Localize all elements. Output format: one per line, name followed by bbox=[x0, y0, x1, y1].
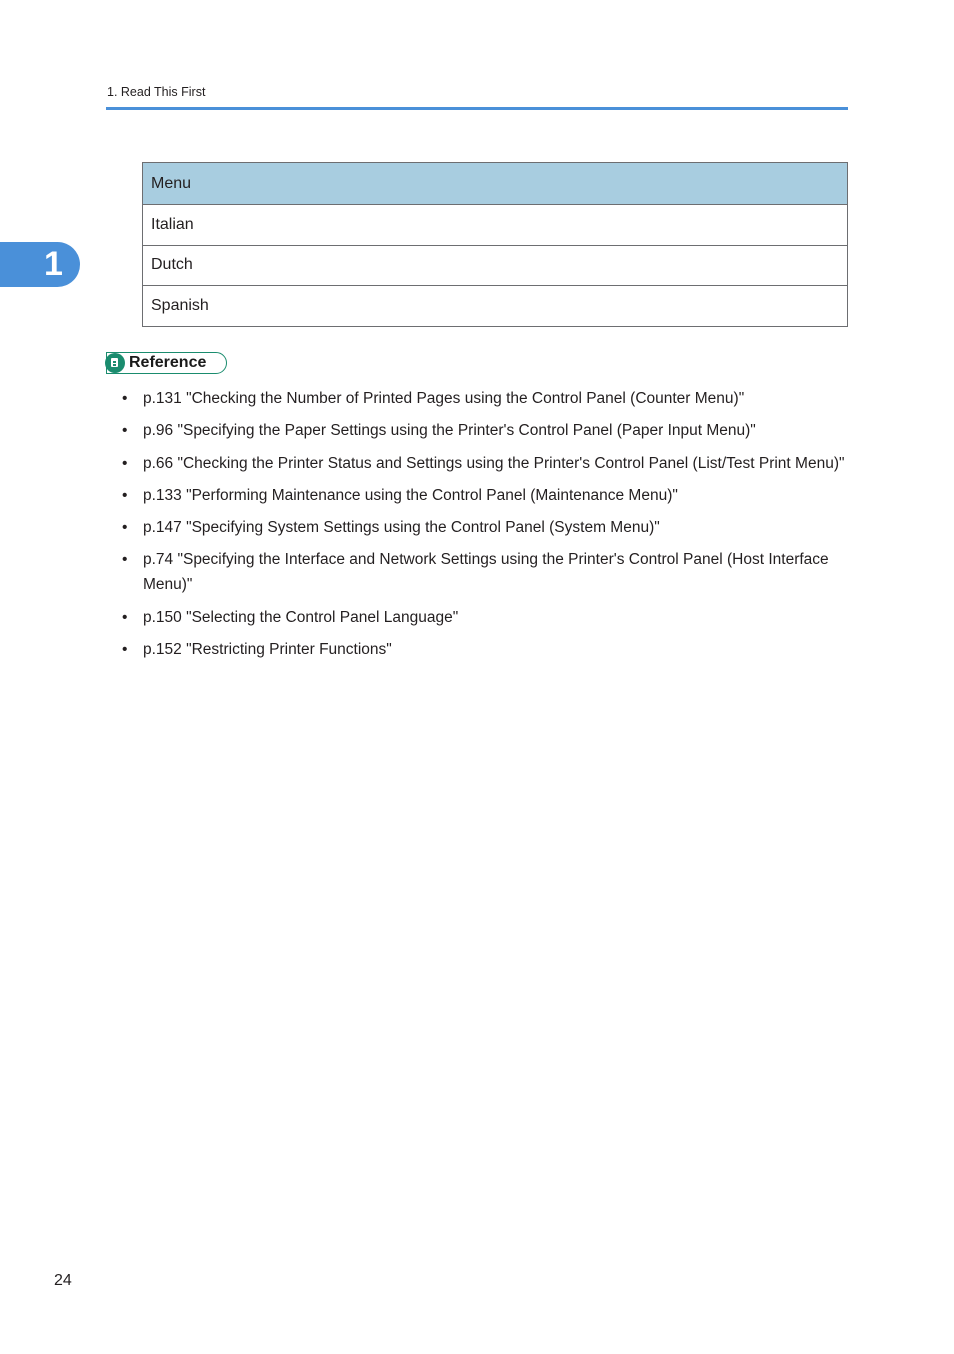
reference-link[interactable]: • p.152 "Restricting Printer Functions" bbox=[120, 637, 848, 662]
reference-link[interactable]: • p.66 "Checking the Printer Status and Settings using the Printer's Control Panel (List/Test Print Menu)" bbox=[120, 451, 848, 476]
table-cell: Dutch bbox=[143, 245, 848, 286]
reference-link[interactable]: • p.133 "Performing Maintenance using the Control Panel (Maintenance Menu)" bbox=[120, 483, 848, 508]
reference-heading bbox=[106, 352, 227, 374]
reference-list bbox=[120, 386, 848, 669]
reference-book-icon bbox=[105, 353, 125, 373]
running-header: 1. Read This First bbox=[107, 85, 206, 99]
table-row bbox=[143, 286, 848, 327]
reference-link[interactable]: • p.150 "Selecting the Control Panel Language" bbox=[120, 605, 848, 630]
page-number: 24 bbox=[54, 1272, 72, 1289]
table-row bbox=[143, 205, 848, 246]
chapter-tab: 1 bbox=[0, 242, 80, 287]
table-row bbox=[143, 245, 848, 286]
table-header-cell: Menu bbox=[143, 163, 848, 205]
reference-link[interactable]: • p.147 "Specifying System Settings using the Control Panel (System Menu)" bbox=[120, 515, 848, 540]
header-rule bbox=[106, 107, 848, 110]
reference-label: Reference bbox=[129, 354, 207, 371]
menu-table bbox=[142, 162, 848, 327]
table-cell: Italian bbox=[143, 205, 848, 246]
table-cell: Spanish bbox=[143, 286, 848, 327]
table-header-row bbox=[143, 163, 848, 205]
reference-link[interactable]: • p.74 "Specifying the Interface and Network Settings using the Printer's Control Panel (Host Interface Menu)" bbox=[120, 547, 848, 597]
reference-link[interactable]: • p.96 "Specifying the Paper Settings using the Printer's Control Panel (Paper Input Menu)" bbox=[120, 418, 848, 443]
reference-link[interactable]: • p.131 "Checking the Number of Printed Pages using the Control Panel (Counter Menu)" bbox=[120, 386, 848, 411]
